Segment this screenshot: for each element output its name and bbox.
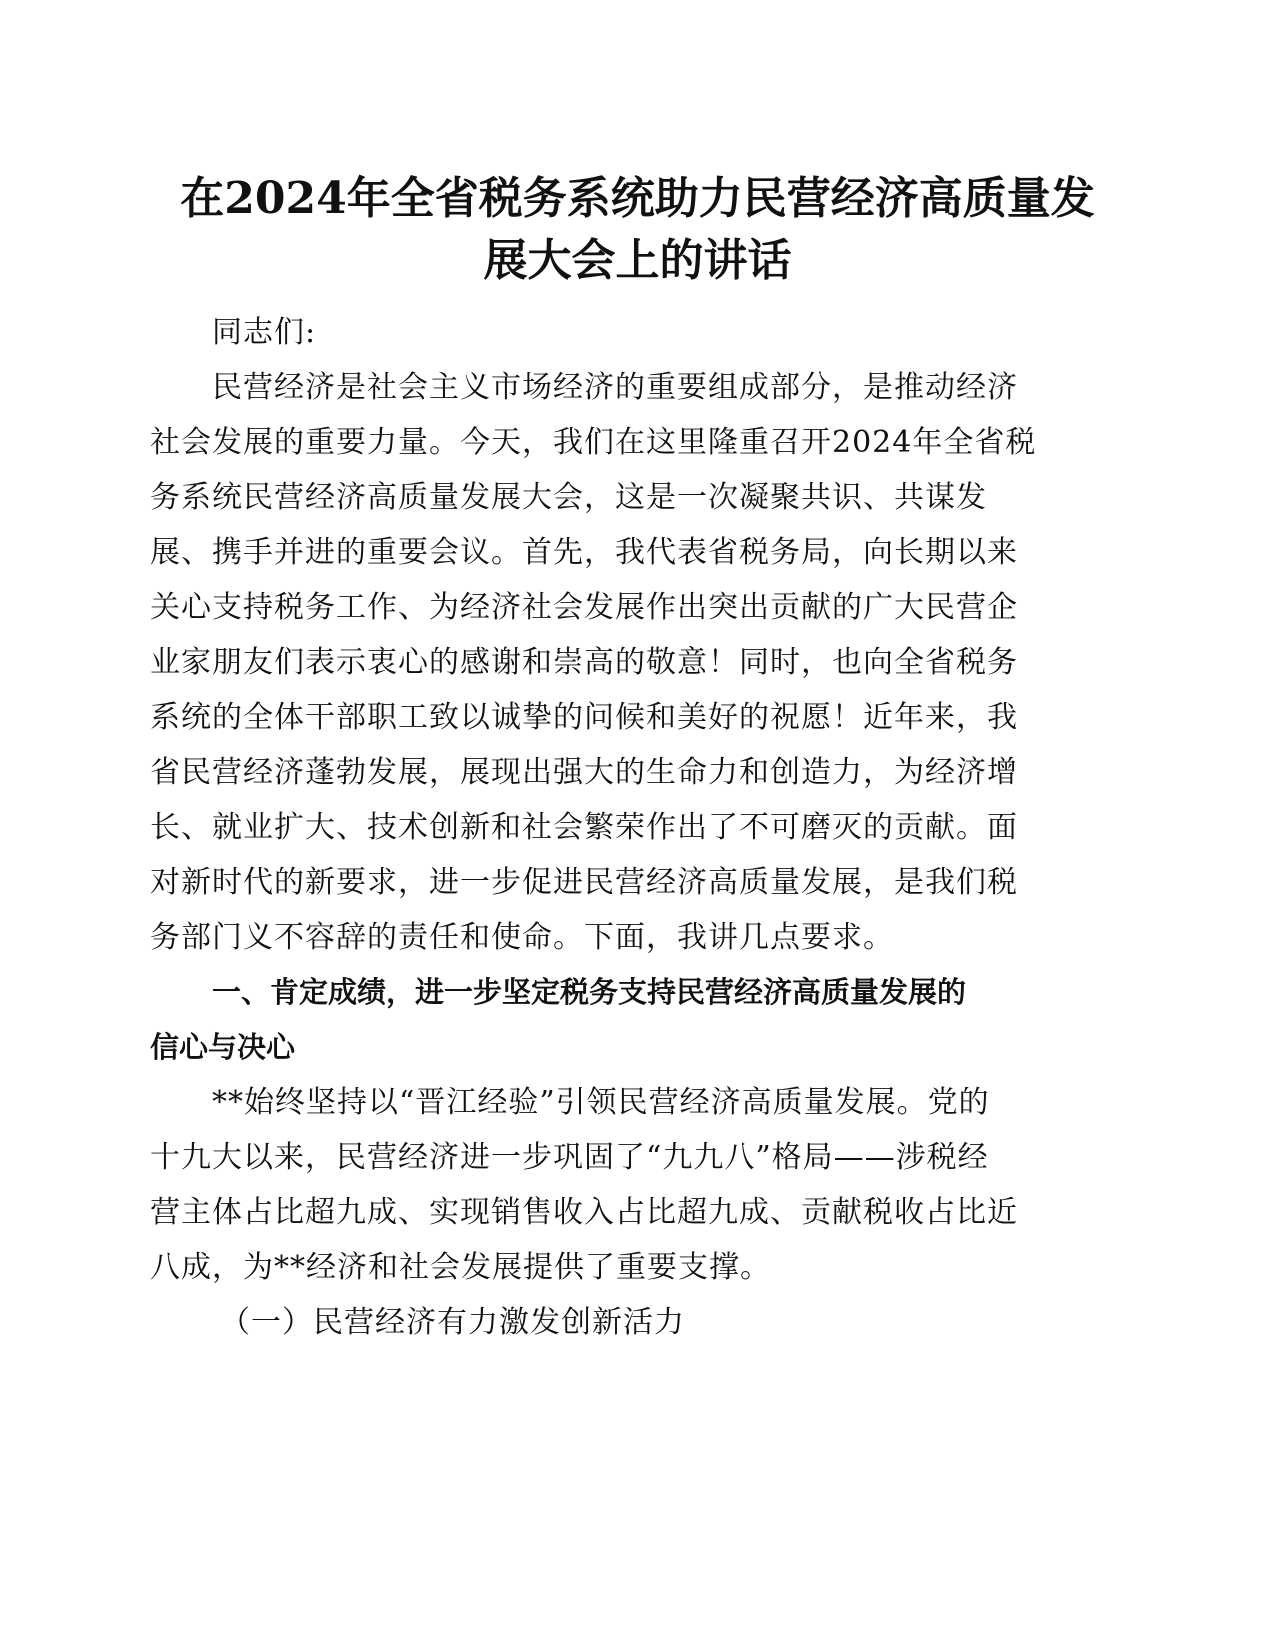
document-title bbox=[150, 168, 1125, 292]
section-paragraph-line: 十九大以来，民营经济进一步巩固了“九九八”格局——涉税经 bbox=[150, 1140, 989, 1175]
intro-line: 业家朋友们表示衷心的感谢和崇高的敬意！同时，也向全省税务 bbox=[150, 645, 1018, 680]
intro-line: 展、携手并进的重要会议。首先，我代表省税务局，向长期以来 bbox=[150, 535, 1018, 570]
intro-line: 务系统民营经济高质量发展大会，这是一次凝聚共识、共谋发 bbox=[150, 480, 987, 515]
intro-line: 对新时代的新要求，进一步促进民营经济高质量发展，是我们税 bbox=[150, 865, 1018, 900]
title-line: 在2024年全省税务系统助力民营经济高质量发 bbox=[180, 173, 1095, 224]
document-body bbox=[150, 305, 1090, 1350]
intro-line: 系统的全体干部职工致以诚挚的问候和美好的祝愿！近年来，我 bbox=[150, 700, 1018, 735]
salutation: 同志们: bbox=[212, 315, 317, 350]
subsection-heading: （一）民营经济有力激发创新活力 bbox=[220, 1305, 685, 1340]
section-paragraph-line: 营主体占比超九成、实现销售收入占比超九成、贡献税收占比近 bbox=[150, 1195, 1018, 1230]
intro-line: 民营经济是社会主义市场经济的重要组成部分，是推动经济 bbox=[212, 370, 1018, 405]
title-line: 展大会上的讲话 bbox=[483, 235, 792, 286]
intro-line: 关心支持税务工作、为经济社会发展作出突出贡献的广大民营企 bbox=[150, 590, 1018, 625]
intro-line: 长、就业扩大、技术创新和社会繁荣作出了不可磨灭的贡献。面 bbox=[150, 810, 1018, 845]
section-paragraph-line: **始终坚持以“晋江经验”引领民营经济高质量发展。党的 bbox=[212, 1085, 990, 1120]
section-paragraph-line: 八成，为**经济和社会发展提供了重要支撑。 bbox=[150, 1250, 771, 1285]
section-heading: 一、肯定成绩，进一步坚定税务支持民营经济高质量发展的 bbox=[212, 975, 967, 1009]
intro-line: 务部门义不容辞的责任和使命。下面，我讲几点要求。 bbox=[150, 920, 894, 955]
section-heading: 信心与决心 bbox=[150, 1030, 296, 1064]
intro-line: 社会发展的重要力量。今天，我们在这里隆重召开2024年全省税 bbox=[150, 425, 1037, 460]
intro-line: 省民营经济蓬勃发展，展现出强大的生命力和创造力，为经济增 bbox=[150, 755, 1018, 790]
